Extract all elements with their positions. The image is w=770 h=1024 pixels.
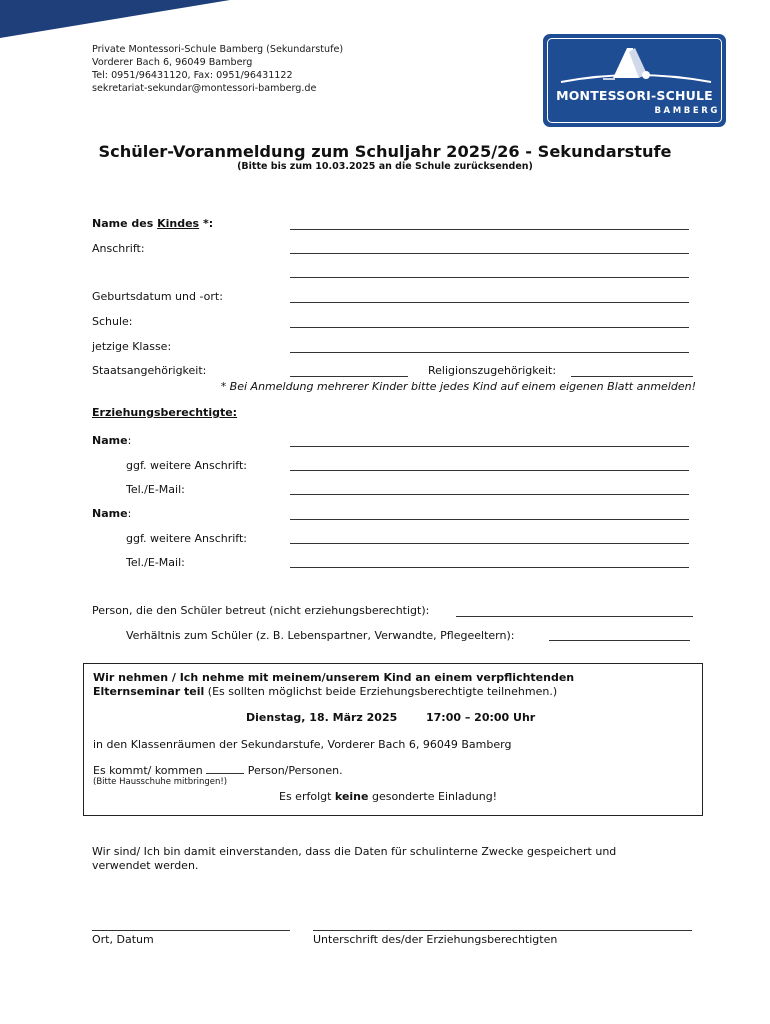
address-line: sekretariat-sekundar@montessori-bamberg.de bbox=[92, 83, 317, 94]
logo-title: MONTESSORI-SCHULE bbox=[556, 88, 713, 103]
page-subtitle: (Bitte bis zum 10.03.2025 an die Schule zurücksenden) bbox=[237, 161, 533, 172]
religion-field[interactable] bbox=[571, 376, 693, 377]
nationality-label: Staatsangehörigkeit: bbox=[92, 364, 207, 377]
child-address-field[interactable] bbox=[290, 253, 689, 254]
header-banner bbox=[0, 0, 230, 40]
birth-label: Geburtsdatum und -ort: bbox=[92, 290, 223, 303]
child-address-field-2[interactable] bbox=[290, 277, 689, 278]
guardian2-name-label: Name: bbox=[92, 507, 132, 520]
class-label: jetzige Klasse: bbox=[92, 340, 172, 353]
guardian1-name-field[interactable] bbox=[290, 446, 689, 447]
relation-field[interactable] bbox=[549, 640, 690, 641]
guardian1-contact-label: Tel./E-Mail: bbox=[126, 483, 185, 496]
address-line: Vorderer Bach 6, 96049 Bamberg bbox=[92, 57, 253, 68]
relation-label: Verhältnis zum Schüler (z. B. Lebenspartner, Verwandte, Pflegeeltern): bbox=[126, 629, 515, 642]
guardians-heading: Erziehungsberechtigte: bbox=[92, 406, 238, 419]
place-date-field[interactable] bbox=[92, 930, 290, 931]
seminar-line1: Wir nehmen / Ich nehme mit meinem/unserem Kind an einem verpflichtenden bbox=[93, 671, 575, 684]
place-date-label: Ort, Datum bbox=[92, 933, 154, 946]
school-address bbox=[92, 43, 343, 95]
multiple-children-note: * Bei Anmeldung mehrerer Kinder bitte jedes Kind auf einem eigenen Blatt anmelden! bbox=[220, 380, 696, 393]
nationality-field[interactable] bbox=[290, 376, 408, 377]
signature-field[interactable] bbox=[313, 930, 692, 931]
child-name-field[interactable] bbox=[290, 229, 689, 230]
guardian2-contact-field[interactable] bbox=[290, 567, 689, 568]
seminar-time: 17:00 – 20:00 Uhr bbox=[426, 711, 536, 724]
seminar-count-field[interactable] bbox=[206, 764, 244, 774]
guardian1-contact-field[interactable] bbox=[290, 494, 689, 495]
religion-label: Religionszugehörigkeit: bbox=[428, 364, 557, 377]
caretaker-field[interactable] bbox=[456, 616, 693, 617]
seminar-box bbox=[83, 663, 703, 816]
guardian1-address-label: ggf. weitere Anschrift: bbox=[126, 459, 247, 472]
seminar-count: Es kommt/ kommen Person/Personen. bbox=[93, 764, 343, 777]
school-label: Schule: bbox=[92, 315, 133, 328]
class-field[interactable] bbox=[290, 352, 689, 353]
seminar-slippers: (Bitte Hausschuhe mitbringen!) bbox=[93, 777, 228, 787]
consent-line1: Wir sind/ Ich bin damit einverstanden, dass die Daten für schulinterne Zwecke gespeichert und bbox=[92, 845, 617, 858]
child-name-label: Name des Kindes *: bbox=[92, 217, 214, 230]
guardian1-name-label: Name: bbox=[92, 434, 132, 447]
guardian2-address-label: ggf. weitere Anschrift: bbox=[126, 532, 247, 545]
guardian2-address-field[interactable] bbox=[290, 543, 689, 544]
seminar-location: in den Klassenräumen der Sekundarstufe, Vorderer Bach 6, 96049 Bamberg bbox=[93, 738, 512, 751]
address-line: Private Montessori-Schule Bamberg (Sekundarstufe) bbox=[92, 44, 344, 55]
seminar-invite-note: Es erfolgt keine gesonderte Einladung! bbox=[279, 790, 498, 803]
guardian2-name-field[interactable] bbox=[290, 519, 689, 520]
guardian1-address-field[interactable] bbox=[290, 470, 689, 471]
caretaker-label: Person, die den Schüler betreut (nicht erziehungsberechtigt): bbox=[92, 604, 430, 617]
school-field[interactable] bbox=[290, 327, 689, 328]
consent-line2: verwendet werden. bbox=[92, 859, 199, 872]
address-line: Tel: 0951/96431120, Fax: 0951/96431122 bbox=[92, 70, 293, 81]
page-title: Schüler-Voranmeldung zum Schuljahr 2025/26 - Sekundarstufe bbox=[98, 142, 672, 161]
school-logo bbox=[543, 34, 726, 127]
seminar-date: Dienstag, 18. März 2025 bbox=[246, 711, 398, 724]
child-address-label: Anschrift: bbox=[92, 242, 145, 255]
birth-field[interactable] bbox=[290, 302, 689, 303]
seminar-line2: Elternseminar teil (Es sollten möglichst beide Erziehungsberechtigte teilnehmen.) bbox=[93, 685, 558, 698]
signature-label: Unterschrift des/der Erziehungsberechtigten bbox=[313, 933, 558, 946]
guardian2-contact-label: Tel./E-Mail: bbox=[126, 556, 185, 569]
logo-building-icon bbox=[543, 34, 726, 94]
logo-subtitle: BAMBERG bbox=[654, 106, 720, 116]
